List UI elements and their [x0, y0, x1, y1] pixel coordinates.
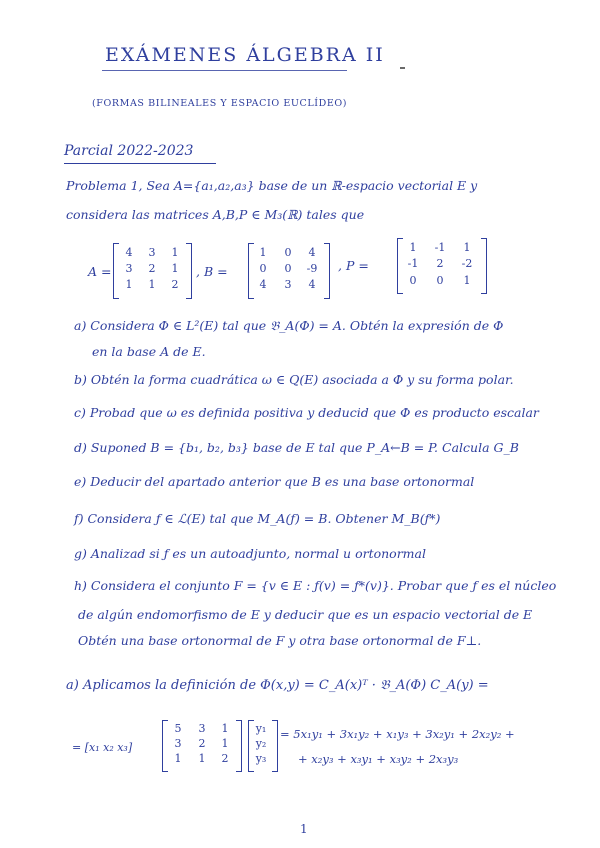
part-h-line-2: de algún endomorfismo de E y deducir que es un espacio vectorial de E	[78, 607, 533, 622]
matrix-a-cell: 1	[171, 246, 179, 259]
matrix-p-cell: 1	[463, 241, 471, 254]
matrix-b-cell: 0	[259, 262, 267, 275]
matrix-a-cell: 3	[125, 262, 133, 275]
matrix-a-cell: 1	[148, 278, 156, 291]
matrix-a-cell: 2	[148, 262, 156, 275]
matrix-b-cell: 4	[308, 246, 316, 259]
section-underline	[64, 163, 216, 164]
section-heading: Parcial 2022-2023	[64, 143, 194, 159]
solution-vector-cell: y₂	[255, 737, 267, 750]
solution-line-1: a) Aplicamos la definición de Φ(x,y) = C_A(x)ᵀ · 𝔅_A(Φ) C_A(y) =	[66, 678, 489, 693]
matrix-p-label: , P =	[338, 258, 369, 273]
part-d: d) Suponed B = {b₁, b₂, b₃} base de E tal que P_A←B = P. Calcula G_B	[74, 440, 519, 455]
matrix-a-cell: 1	[171, 262, 179, 275]
matrix-p-cell: -2	[461, 257, 473, 270]
matrix-a-right-bracket	[186, 243, 192, 299]
solution-vector-cell: y₃	[255, 752, 267, 765]
solution-row-vector: = [x₁ x₂ x₃]	[72, 741, 133, 754]
part-f: f) Considera ƒ ∈ ℒ(E) tal que M_A(ƒ) = B. Obtener M_B(ƒ*)	[74, 511, 441, 526]
solution-matrix-cell: 2	[221, 752, 229, 765]
solution-matrix-cell: 3	[174, 737, 182, 750]
part-a-line-2: en la base A de E.	[92, 344, 206, 359]
part-h-line-3: Obtén una base ortonormal de F y otra base ortonormal de F⊥.	[78, 633, 482, 648]
matrix-b-cell: 0	[284, 262, 292, 275]
problem-intro-line-1: Problema 1, Sea A={a₁,a₂,a₃} base de un ℝ-espacio vectorial E y	[66, 178, 478, 193]
matrix-b-cell: 1	[259, 246, 267, 259]
part-g: g) Analizad si ƒ es un autoadjunto, normal u ortonormal	[74, 546, 426, 561]
matrix-b-cell: 4	[308, 278, 316, 291]
solution-expansion-line-2: + x₂y₃ + x₃y₁ + x₃y₂ + 2x₃y₃	[298, 752, 459, 766]
matrix-p-cell: -1	[434, 241, 446, 254]
part-b: b) Obtén la forma cuadrática ω ∈ Q(E) asociada a Φ y su forma polar.	[74, 372, 514, 387]
solution-matrix-cell: 2	[198, 737, 206, 750]
matrix-p-cell: 2	[436, 257, 444, 270]
matrix-a-cell: 1	[125, 278, 133, 291]
part-a-line-1: a) Considera Φ ∈ L²(E) tal que 𝔅_A(Φ) = A. Obtén la expresión de Φ	[74, 318, 504, 333]
matrix-a-cell: 3	[148, 246, 156, 259]
matrix-a-cell: 2	[171, 278, 179, 291]
matrix-p-cell: 0	[436, 274, 444, 287]
matrix-p-cell: 0	[409, 274, 417, 287]
matrix-b-label: , B =	[196, 264, 228, 279]
title-underline	[102, 70, 347, 71]
matrix-b-cell: 4	[259, 278, 267, 291]
solution-matrix-cell: 1	[174, 752, 182, 765]
solution-vector-cell: y₁	[255, 722, 267, 735]
matrix-b-right-bracket	[324, 243, 330, 299]
solution-expansion-line-1: = 5x₁y₁ + 3x₁y₂ + x₁y₃ + 3x₂y₁ + 2x₂y₂ +	[280, 727, 515, 741]
part-c: c) Probad que ω es definida positiva y deducid que Φ es producto escalar	[74, 405, 539, 420]
problem-intro-line-2: considera las matrices A,B,P ∈ M₃(ℝ) tales que	[66, 207, 365, 222]
solution-matrix-cell: 1	[221, 722, 229, 735]
matrix-p-cell: -1	[407, 257, 419, 270]
solution-vector-right-bracket	[272, 720, 278, 772]
pen-mark	[400, 67, 405, 69]
matrix-p-cell: 1	[409, 241, 417, 254]
solution-matrix-cell: 1	[198, 752, 206, 765]
solution-matrix-cell: 3	[198, 722, 206, 735]
matrix-b-cell: -9	[306, 262, 318, 275]
part-h-line-1: h) Considera el conjunto F = {v ∈ E : ƒ(v) = ƒ*(v)}. Probar que ƒ es el núcleo	[74, 578, 557, 593]
matrix-a-left-bracket	[113, 243, 119, 299]
part-e: e) Deducir del apartado anterior que B es una base ortonormal	[74, 474, 475, 489]
matrix-p-right-bracket	[481, 238, 487, 294]
solution-matrix-left-bracket	[162, 720, 168, 772]
matrix-b-cell: 3	[284, 278, 292, 291]
page-subtitle: (FORMAS BILINEALES Y ESPACIO EUCLÍDEO)	[92, 98, 348, 109]
matrix-p-cell: 1	[463, 274, 471, 287]
page-number: 1	[300, 822, 308, 836]
solution-matrix-right-bracket	[236, 720, 242, 772]
solution-matrix-cell: 5	[174, 722, 182, 735]
matrix-a-cell: 4	[125, 246, 133, 259]
matrix-a-label: A =	[88, 264, 112, 279]
solution-matrix-cell: 1	[221, 737, 229, 750]
matrix-p-left-bracket	[397, 238, 403, 294]
page-title: EXÁMENES ÁLGEBRA II	[105, 44, 385, 66]
matrix-b-cell: 0	[284, 246, 292, 259]
